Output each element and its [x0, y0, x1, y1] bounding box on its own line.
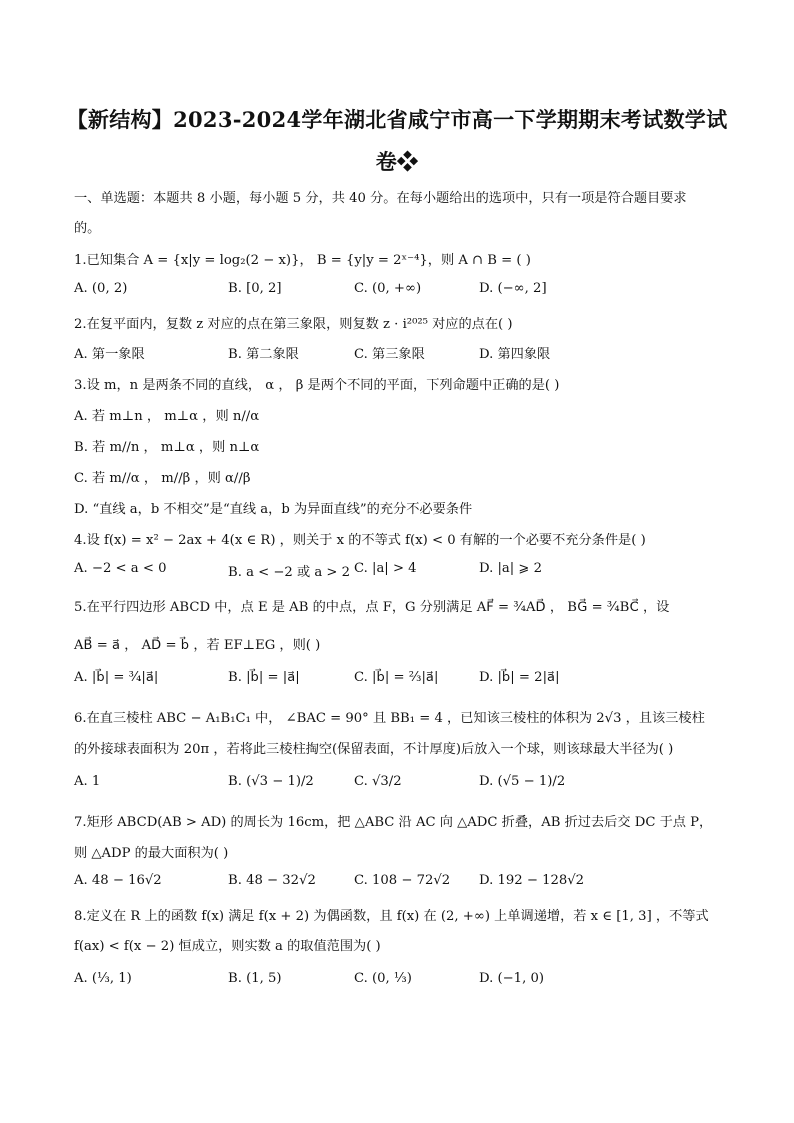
option-b: B. 48 − 32√2 — [228, 873, 316, 888]
option-b: B. |b⃗| = |a⃗| — [228, 670, 300, 685]
question-stem-line-2: AB⃗ = a⃗ ， AD⃗ = b⃗ ，若 EF⊥EG ，则( ) — [74, 638, 321, 653]
page-title-line-1: 【新结构】2023-2024学年湖北省咸宁市高一下学期期末考试数学试 — [66, 107, 728, 132]
question-stem: 2.在复平面内，复数 z 对应的点在第三象限，则复数 z · i²⁰²⁵ 对应的点在( ) — [74, 317, 513, 332]
option-a: A. |b⃗| = ³⁄₄|a⃗| — [74, 670, 159, 685]
option-d: D. (−1, 0) — [479, 971, 544, 986]
option-d: D. “直线 a，b 不相交”是“直线 a，b 为异面直线”的充分不必要条件 — [74, 502, 473, 517]
section-header-line-1: 一、单选题：本题共 8 小题，每小题 5 分，共 40 分。在每小题给出的选项中，只有一项是符合题目要求 — [74, 191, 687, 206]
option-a: A. 若 m⊥n ， m⊥α ，则 n//α — [74, 409, 260, 424]
question-stem-line-1: 6.在直三棱柱 ABC − A₁B₁C₁ 中， ∠BAC = 90° 且 BB₁ = 4 ，已知该三棱柱的体积为 2√3 ，且该三棱柱 — [74, 711, 705, 726]
question-stem-line-1: 7.矩形 ABCD(AB > AD) 的周长为 16cm，把 △ABC 沿 AC 向 △ADC 折叠，AB 折过去后交 DC 于点 P， — [74, 815, 713, 830]
option-d: D. |b⃗| = 2|a⃗| — [479, 670, 560, 685]
question-stem-line-1: 8.定义在 R 上的函数 f(x) 满足 f(x + 2) 为偶函数，且 f(x) 在 (2, +∞) 上单调递增，若 x ∈ [1, 3] ，不等式 — [74, 909, 709, 924]
option-c: C. 第三象限 — [354, 347, 425, 362]
option-a: A. (¹⁄₃, 1) — [74, 971, 132, 986]
option-b: B. (1, 5) — [228, 971, 282, 986]
question-stem: 1.已知集合 A = {x|y = log₂(2 − x)}， B = {y|y = 2ˣ⁻⁴}，则 A ∩ B = ( ) — [74, 253, 531, 268]
question-stem-line-1: 5.在平行四边形 ABCD 中，点 E 是 AB 的中点，点 F，G 分别满足 AF⃗ = ³⁄₄AD⃗ ， BG⃗ = ³⁄₄BC⃗ ，设 — [74, 600, 670, 615]
option-a: A. 48 − 16√2 — [74, 873, 162, 888]
option-c: C. √3/2 — [354, 774, 402, 789]
option-c: C. |a| > 4 — [354, 561, 417, 576]
option-c: C. 若 m//α ， m//β ，则 α//β — [74, 471, 251, 486]
option-b: B. [0, 2] — [228, 281, 282, 296]
option-d: D. 第四象限 — [479, 347, 551, 362]
option-c: C. 108 − 72√2 — [354, 873, 451, 888]
question-stem-line-2: 的外接球表面积为 20π ，若将此三棱柱掏空(保留表面，不计厚度)后放入一个球，则该球最大半径为( ) — [74, 742, 674, 757]
option-d: D. (−∞, 2] — [479, 281, 547, 296]
option-a: A. (0, 2) — [74, 281, 128, 296]
option-b: B. 若 m//n ， m⊥α ，则 n⊥α — [74, 440, 260, 455]
option-a: A. −2 < a < 0 — [74, 561, 167, 576]
option-d: D. |a| ⩾ 2 — [479, 561, 543, 576]
option-c: C. (0, +∞) — [354, 281, 422, 296]
option-c: C. (0, ¹⁄₃) — [354, 971, 412, 986]
question-stem: 3.设 m，n 是两条不同的直线， α ， β 是两个不同的平面，下列命题中正确的是( ) — [74, 378, 560, 393]
question-stem-line-2: f(ax) < f(x − 2) 恒成立，则实数 a 的取值范围为( ) — [74, 939, 381, 954]
option-b: B. (√3 − 1)/2 — [228, 774, 314, 789]
option-c: C. |b⃗| = ²⁄₃|a⃗| — [354, 670, 439, 685]
section-header-line-2: 的。 — [74, 221, 101, 236]
question-stem-line-2: 则 △ADP 的最大面积为( ) — [74, 846, 229, 861]
option-a: A. 第一象限 — [74, 347, 145, 362]
page-title-line-2: 卷❖ — [375, 149, 419, 174]
option-b: B. a < −2 或 a > 2 — [228, 565, 351, 580]
option-d: D. 192 − 128√2 — [479, 873, 585, 888]
option-a: A. 1 — [74, 774, 101, 789]
question-stem: 4.设 f(x) = x² − 2ax + 4(x ∈ R) ，则关于 x 的不等式 f(x) < 0 有解的一个必要不充分条件是( ) — [74, 533, 646, 548]
option-b: B. 第二象限 — [228, 347, 299, 362]
option-d: D. (√5 − 1)/2 — [479, 774, 566, 789]
